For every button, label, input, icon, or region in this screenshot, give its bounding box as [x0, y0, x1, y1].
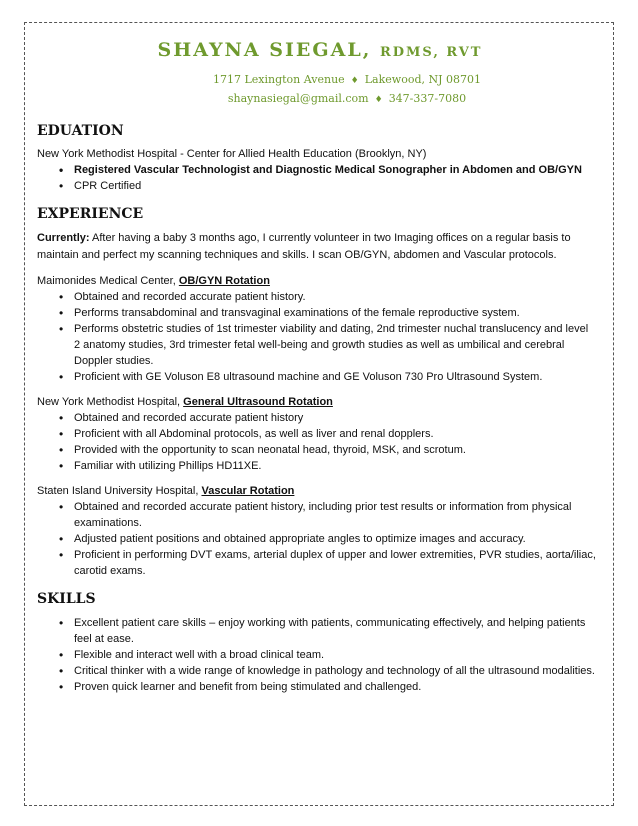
name-text: SHAYNA SIEGAL, — [157, 39, 372, 61]
credentials: RDMS, RVT — [379, 45, 483, 60]
job-title — [37, 274, 597, 289]
job-place: New York Methodist Hospital, — [37, 396, 181, 408]
job-duties-list — [37, 410, 597, 474]
list-item: • CPR Certified — [37, 178, 597, 194]
list-item: • Proficient with GE Voluson E8 ultrasound machine and GE Voluson 730 Pro Ultrasound System. — [37, 369, 597, 385]
list-item: • Obtained and recorded accurate patient history. — [37, 289, 597, 305]
job-rotation: OB/GYN Rotation — [178, 275, 270, 287]
job-rotation: Vascular Rotation — [201, 485, 295, 497]
phone: 347-337-7080 — [388, 92, 467, 105]
list-item: • Excellent patient care skills – enjoy working with patients, communicating effectively, and helping patients feel at ease. — [37, 615, 597, 647]
job-duties-list — [37, 499, 597, 579]
diamond-icon: ♦ — [350, 76, 359, 86]
list-item: • Performs obstetric studies of 1st trimester viability and dating, 2nd trimester nuchal translucency and level 2 anatomy studies, 3rd trimester fetal well-being and growth studies as well as umbilical and cerebral Doppler studies. — [37, 321, 597, 369]
job-rotation: General Ultrasound Rotation — [183, 396, 333, 408]
experience-heading: EXPERIENCE — [37, 206, 144, 222]
city-state-zip: Lakewood, NJ 08701 — [364, 73, 482, 86]
list-item: • Proficient in performing DVT exams, arterial duplex of upper and lower extremities, PVR studies, aorta/iliac, carotid exams. — [37, 547, 597, 579]
list-item: • Obtained and recorded accurate patient history — [37, 410, 597, 426]
list-item: • Proven quick learner and benefit from being stimulated and challenged. — [37, 679, 597, 695]
job-place: Maimonides Medical Center, — [37, 275, 176, 287]
list-item: • Registered Vascular Technologist and Diagnostic Medical Sonographer in Abdomen and OB/GYN — [37, 162, 597, 178]
education-list — [37, 162, 597, 194]
list-item: • Obtained and recorded accurate patient history, including prior test results or information from physical examinations. — [37, 499, 597, 531]
contact-email-phone — [97, 90, 597, 109]
resume — [37, 38, 597, 695]
email[interactable]: shaynasiegal@gmail.com — [227, 92, 369, 105]
job-duties-list — [37, 289, 597, 385]
list-item: • Flexible and interact well with a broad clinical team. — [37, 647, 597, 663]
list-item: • Provided with the opportunity to scan neonatal head, thyroid, MSK, and scrotum. — [37, 442, 597, 458]
street-address: 1717 Lexington Avenue — [212, 73, 345, 86]
job-title — [37, 484, 597, 499]
list-item: • Adjusted patient positions and obtained appropriate angles to optimize images and accuracy. — [37, 531, 597, 547]
current-label: Currently: — [37, 232, 90, 244]
skills-list — [37, 615, 597, 695]
skills-heading: SKILLS — [37, 591, 96, 607]
list-item: • Proficient with all Abdominal protocols, as well as liver and renal dopplers. — [37, 426, 597, 442]
list-item: • Familiar with utilizing Phillips HD11XE. — [37, 458, 597, 474]
contact-address — [97, 71, 597, 90]
job-title — [37, 395, 597, 410]
resume-name — [43, 38, 597, 65]
diamond-icon: ♦ — [374, 95, 383, 105]
education-heading: EDUATION — [37, 123, 124, 139]
education-school: New York Methodist Hospital - Center for Allied Health Education (Brooklyn, NY) — [37, 148, 427, 160]
list-item: • Performs transabdominal and transvaginal examinations of the female reproductive system. — [37, 305, 597, 321]
current-activity — [37, 230, 597, 264]
current-text: After having a baby 3 months ago, I currently volunteer in two Imaging offices on a regular basis to maintain and perfect my scanning techniques and skills. I scan OB/GYN, abdomen and Vascular protocols. — [37, 232, 571, 261]
list-item: • Critical thinker with a wide range of knowledge in pathology and technology of all the ultrasound modalities. — [37, 663, 597, 679]
job-place: Staten Island University Hospital, — [37, 485, 199, 497]
